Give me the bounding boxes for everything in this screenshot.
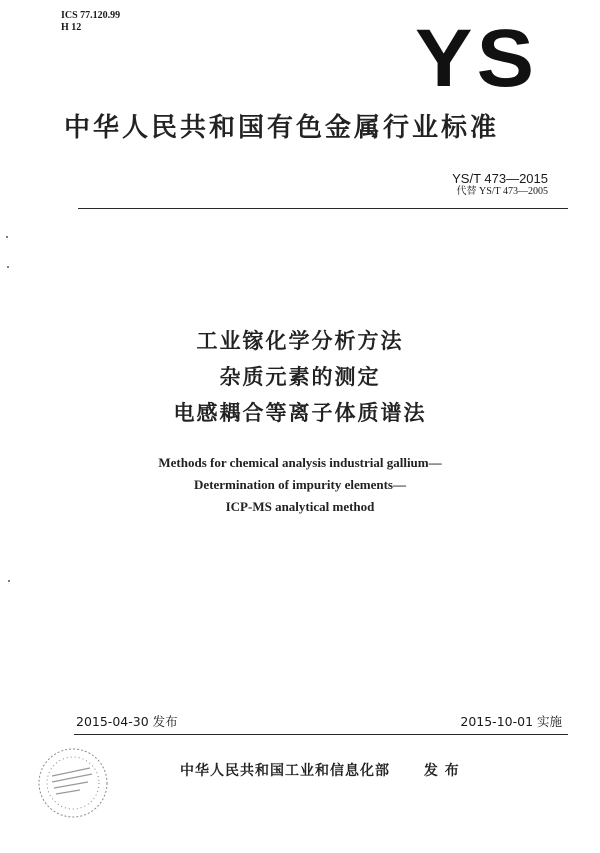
footer-divider bbox=[74, 734, 568, 735]
standard-title: 中华人民共和国有色金属行业标准 bbox=[64, 113, 500, 143]
implement-date: 2015-10-01 实施 bbox=[460, 714, 562, 729]
ics-code: ICS 77.120.99 bbox=[61, 10, 121, 21]
ccs-code: H 12 bbox=[61, 22, 82, 33]
scan-speck bbox=[7, 266, 9, 268]
classification-codes bbox=[61, 10, 120, 34]
header-divider bbox=[78, 208, 568, 209]
stamp-seal bbox=[30, 740, 116, 826]
ys-logo: YS bbox=[415, 13, 539, 104]
issuer bbox=[180, 761, 460, 781]
standard-number: YS/T 473—2015 bbox=[452, 171, 548, 186]
issuer-action: 发 布 bbox=[423, 763, 460, 779]
scan-speck bbox=[6, 236, 8, 238]
publish-date: 2015-04-30 发布 bbox=[76, 714, 178, 729]
scan-speck bbox=[8, 580, 10, 582]
title-en-line3: ICP-MS analytical method bbox=[225, 499, 375, 514]
issuer-name: 中华人民共和国工业和信息化部 bbox=[180, 763, 390, 779]
title-cn-line3: 电感耦合等离子体质谱法 bbox=[173, 401, 427, 425]
title-en-line2: Determination of impurity elements— bbox=[194, 477, 406, 492]
title-cn-line1: 工业镓化学分析方法 bbox=[196, 329, 404, 353]
replaces-standard: 代替 YS/T 473—2005 bbox=[456, 186, 548, 197]
title-cn-line2: 杂质元素的测定 bbox=[219, 365, 381, 389]
title-en-line1: Methods for chemical analysis industrial gallium— bbox=[158, 455, 442, 470]
